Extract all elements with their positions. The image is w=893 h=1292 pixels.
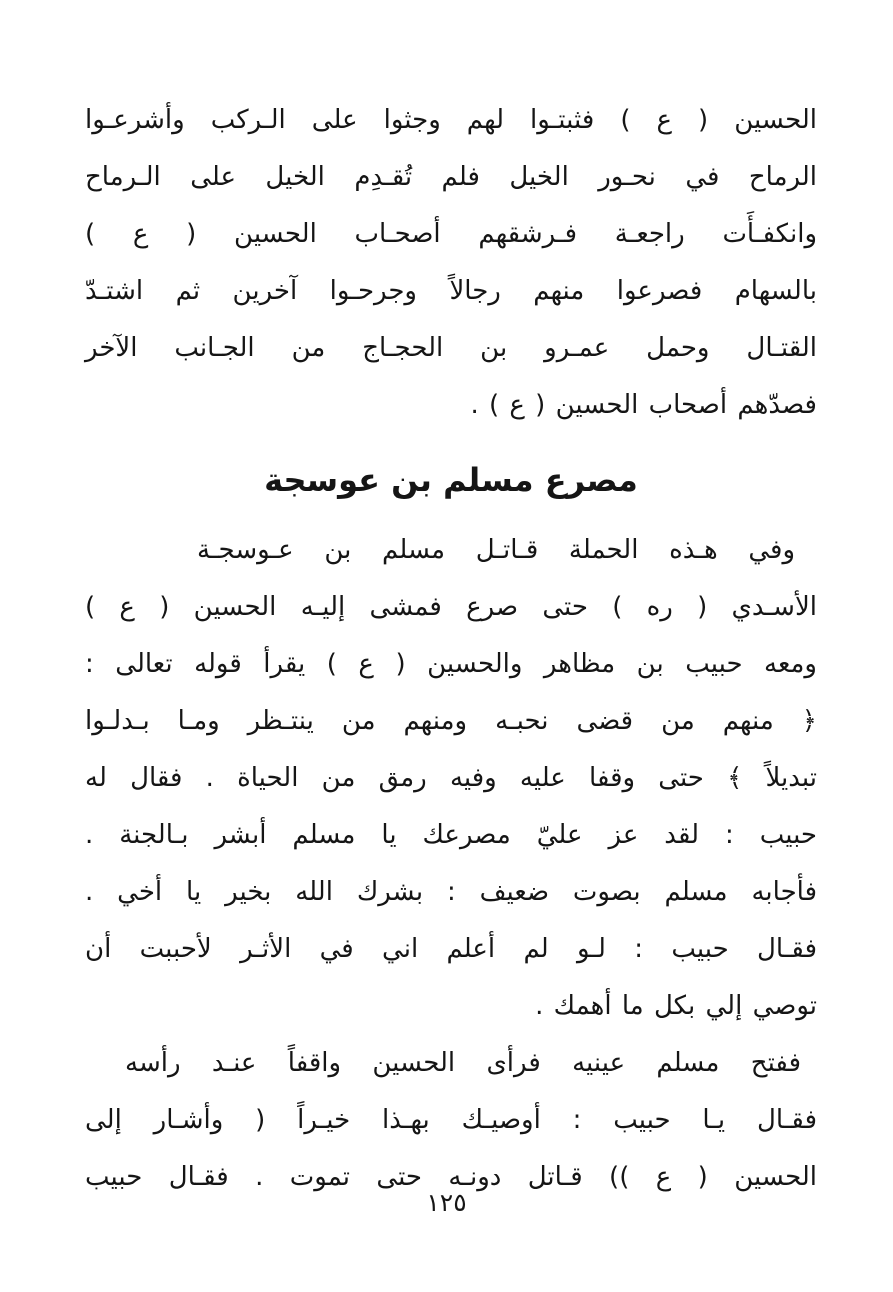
paragraph-muslim-last-words: [85, 1035, 817, 1206]
text-line: تبديلاً ﴾ حتى وقفا عليه وفيه رمق من الحياة . فقال له: [85, 763, 817, 793]
text-line: وانكفـأَت راجعـة فـرشقهم أصحـاب الحسين ( ع ): [85, 219, 817, 249]
text-line: ومعه حبيب بن مظاهر والحسين ( ع ) يقرأ قوله تعالى :: [85, 649, 817, 679]
text-line: بالسهام فصرعوا منهم رجالاً وجرحـوا آخرين ثم اشتـدّ: [85, 276, 817, 306]
paragraph-muslim-ibn-awsaja: [85, 522, 817, 1035]
paragraph-battle: [85, 92, 817, 434]
page-text-block: [85, 92, 817, 1206]
section-heading: مصرع مسلم بن عوسجة: [264, 461, 638, 499]
text-line: القتـال وحمل عمـرو بن الحجـاج من الجـانب الآخر: [85, 333, 817, 363]
text-line: فقـال يـا حبيب : أوصيـك بهـذا خيـراً ( وأشـار إلى: [85, 1105, 817, 1135]
text-line: فقـال حبيب : لـو لم أعلم اني في الأثـر لأحببت أن: [85, 934, 817, 964]
text-line: ﴿ منهم من قضى نحبـه ومنهم من ينتـظر ومـا بـدلـوا: [85, 706, 817, 736]
page-number: ١٢٥: [426, 1188, 467, 1217]
text-line: فصدّهم أصحاب الحسين ( ع ) .: [470, 390, 817, 420]
text-line: الحسين ( ع ) فثبتـوا لهم وجثوا على الـركب وأشرعـوا: [85, 105, 817, 135]
text-line: توصي إلي بكل ما أهمك .: [535, 991, 817, 1021]
text-line: الرماح في نحـور الخيل فلم تُقـدِم الخيل على الـرماح: [85, 162, 817, 192]
text-line: ففتح مسلم عينيه فرأى الحسين واقفاً عنـد رأسه: [125, 1048, 801, 1078]
text-line: حبيب : لقد عز عليّ مصرعك يا مسلم أبشر بـالجنة .: [85, 820, 817, 850]
text-line: وفي هـذه الحملة قـاتـل مسلم بن عـوسجـة: [197, 535, 795, 565]
text-line: الحسين ( ع )) قـاتل دونـه حتى تموت . فقـال حبيب: [85, 1162, 817, 1192]
text-line: فأجابه مسلم بصوت ضعيف : بشرك الله بخير يا أخي .: [85, 877, 817, 907]
text-line: الأسـدي ( ره ) حتى صرع فمشى إليـه الحسين ( ع ): [85, 592, 817, 622]
